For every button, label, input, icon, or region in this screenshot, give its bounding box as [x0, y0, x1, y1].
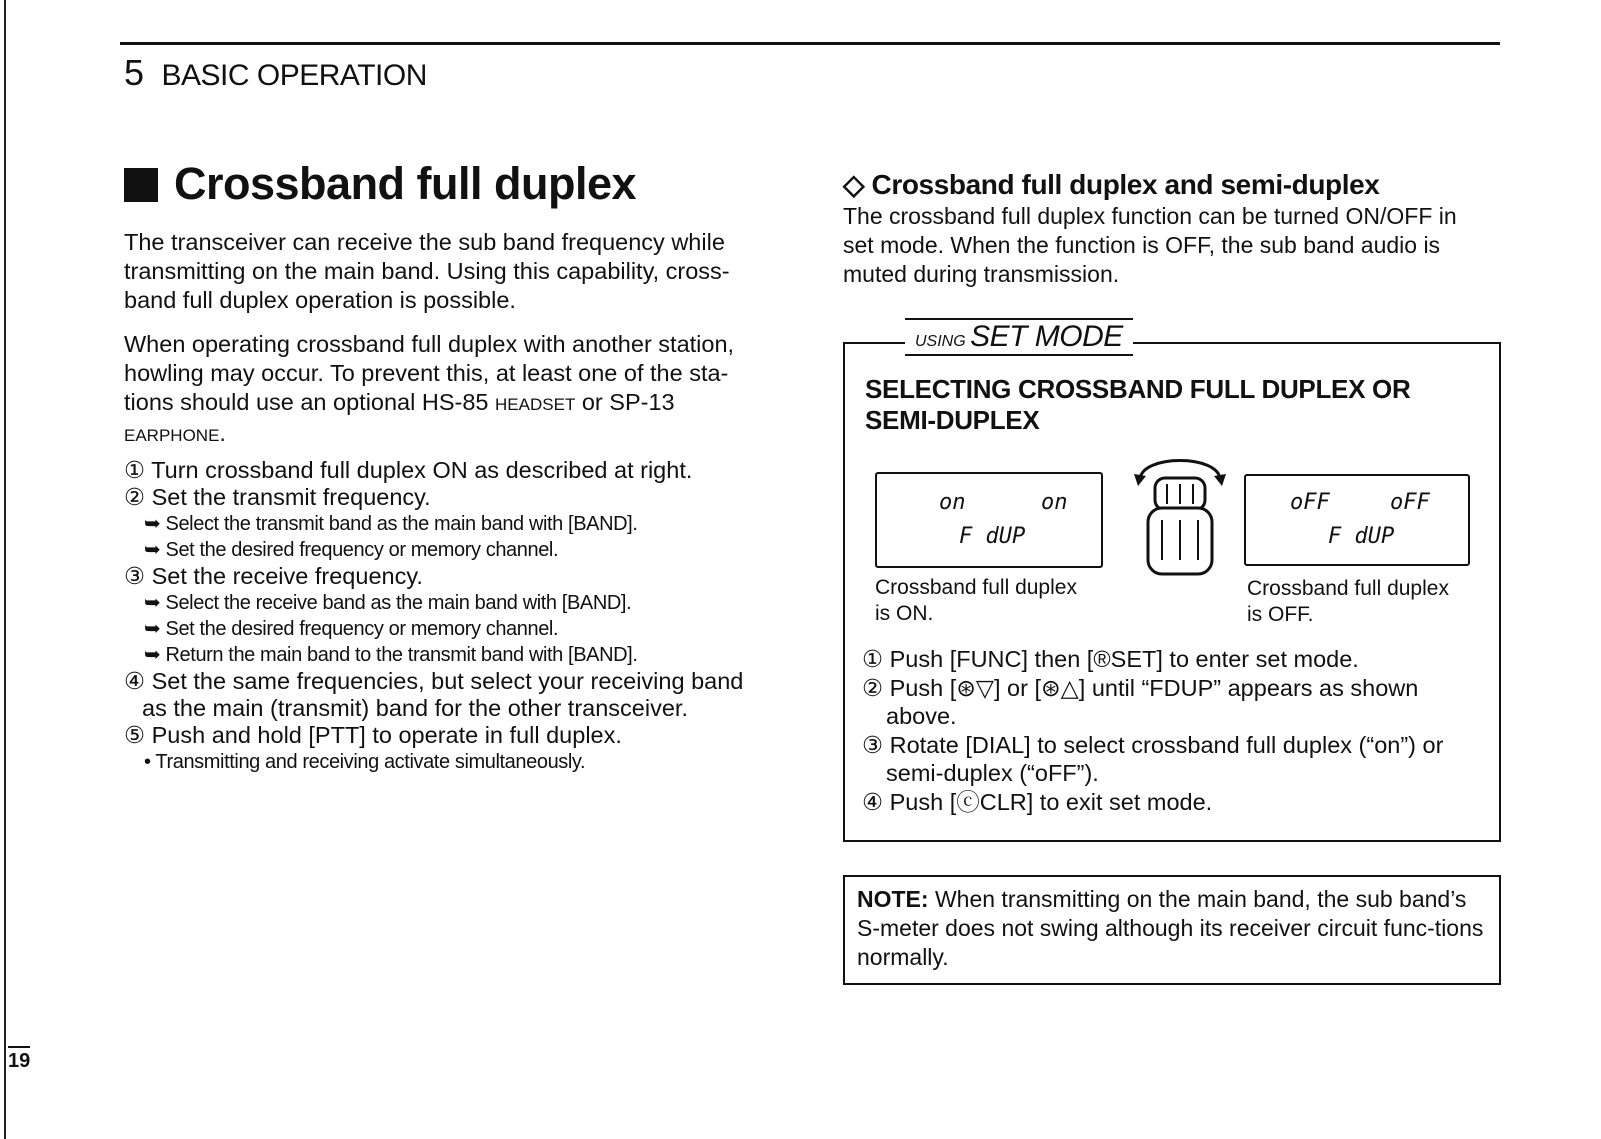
set-mode-heading: SELECTING CROSSBAND FULL DUPLEX OR SEMI-DUPLEX: [865, 374, 1411, 435]
note-text: When transmitting on the main band, the sub band’s S-meter does not swing although its receiver circuit func-tions normally.: [857, 886, 1484, 970]
page-number: 19: [8, 1050, 31, 1072]
chapter-title: BASIC OPERATION: [161, 59, 427, 92]
earphone-label: EARPHONE: [124, 426, 220, 445]
page-title: [124, 158, 636, 210]
lcd-off-right: oFF: [1390, 490, 1430, 515]
lcd-off-left: oFF: [1290, 490, 1330, 515]
list-item: ① Turn crossband full duplex ON as described at right.: [124, 457, 693, 483]
page-title-text: Crossband full duplex: [174, 158, 637, 209]
using-label: USING: [915, 333, 966, 350]
dial-knob-icon: [1130, 458, 1230, 588]
headset-label: HEADSET: [495, 395, 576, 414]
caption-on-line1: Crossband full duplex: [875, 576, 1077, 599]
list-item: ③ Set the receive frequency.: [124, 563, 423, 589]
chapter-header: [124, 52, 427, 94]
lcd-on-right: on: [1041, 490, 1068, 515]
square-bullet-icon: [124, 168, 158, 202]
steps-list: [124, 457, 784, 775]
note-box: [843, 875, 1501, 985]
lcd-display-off: [1244, 474, 1470, 566]
list-item: ② Push [⊛▽] or [⊛△] until “FDUP” appears as shown: [862, 674, 1419, 701]
caption-on: [875, 575, 1077, 627]
list-item: ➥ Return the main band to the transmit band with [BAND].: [144, 644, 638, 666]
list-item: • Transmitting and receiving activate simultaneously.: [144, 751, 586, 773]
caption-on-line2: is ON.: [875, 602, 934, 625]
header-rule: [120, 42, 1500, 45]
p2-or: or SP-13: [581, 389, 675, 415]
list-item: ⑤ Push and hold [PTT] to operate in full duplex.: [124, 722, 622, 748]
list-item: as the main (transmit) band for the other transceiver.: [142, 695, 688, 721]
using-set-mode-label: [905, 318, 1133, 356]
list-item: ④ Set the same frequencies, but select your receiving band: [124, 668, 744, 694]
caption-off-line1: Crossband full duplex: [1247, 577, 1449, 600]
set-mode-label: SET MODE: [970, 320, 1123, 353]
list-item: ➥ Select the receive band as the main band with [BAND].: [144, 592, 632, 614]
list-item: ② Set the transmit frequency.: [124, 484, 431, 510]
list-item: ③ Rotate [DIAL] to select crossband full duplex (“on”) or: [862, 731, 1444, 758]
section-paragraph: The crossband full duplex function can be turned ON/OFF in set mode. When the function is OFF, the sub band audio is muted during transmission.: [843, 203, 1457, 287]
chapter-number: 5: [124, 52, 144, 93]
set-mode-steps: [862, 645, 1492, 816]
list-item: ④ Push [ⓒCLR] to exit set mode.: [862, 788, 1213, 815]
lcd-display-on: [875, 472, 1103, 568]
list-item: ➥ Set the desired frequency or memory channel.: [144, 618, 559, 640]
list-item: ➥ Select the transmit band as the main band with [BAND].: [144, 513, 638, 535]
lcd-on-bottom: F dUP: [959, 524, 1026, 549]
list-item: semi-duplex (“oFF”).: [886, 760, 1099, 786]
lcd-on-left: on: [939, 490, 966, 515]
intro-paragraph-2: [124, 330, 776, 450]
p2-end: .: [219, 420, 226, 446]
caption-off: [1247, 576, 1449, 628]
list-item: ➥ Set the desired frequency or memory channel.: [144, 539, 559, 561]
lcd-off-bottom: F dUP: [1328, 524, 1395, 549]
p2-text: When operating crossband full duplex with another station, howling may occur. To prevent this, at least one of the sta-tions should use an optional HS-85: [124, 331, 735, 415]
list-item: ① Push [FUNC] then [®SET] to enter set mode.: [862, 646, 1359, 672]
intro-paragraph-1: The transceiver can receive the sub band frequency while transmitting on the main band. Using this capability, cross-band full duplex operation is possible.: [124, 229, 730, 313]
page-number-rule: [8, 1046, 30, 1048]
section-heading: ◇ Crossband full duplex and semi-duplex: [843, 169, 1380, 200]
page-margin-line: [4, 0, 6, 1139]
caption-off-line2: is OFF.: [1247, 603, 1314, 626]
note-label: NOTE:: [857, 886, 929, 912]
list-item: above.: [886, 703, 957, 729]
